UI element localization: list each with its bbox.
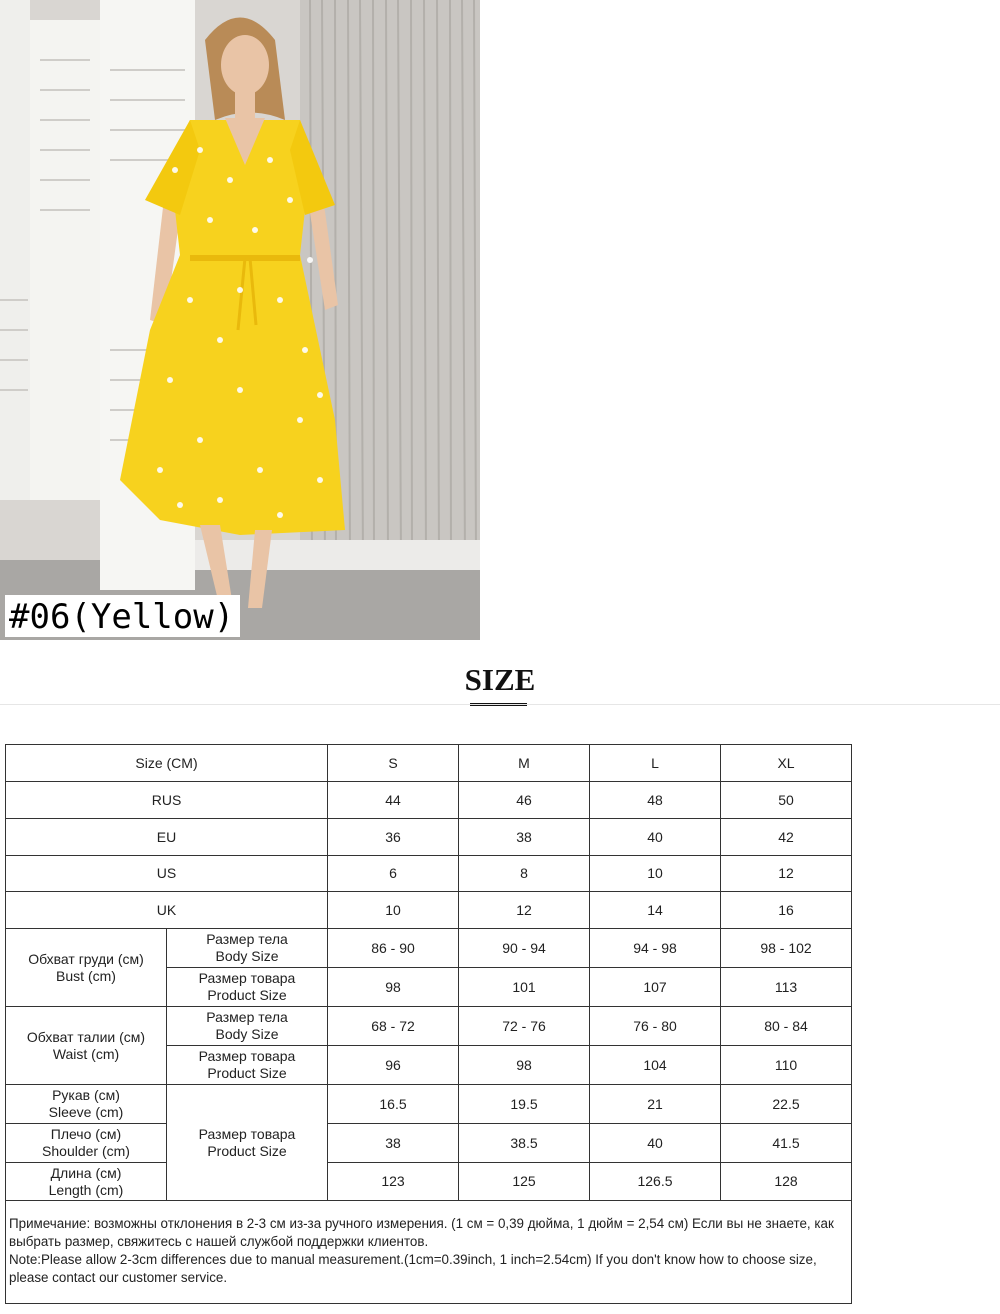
- cell-value: 128: [721, 1163, 852, 1201]
- body-size-label-ru: Размер тела: [206, 931, 288, 947]
- table-row-eu: [6, 819, 852, 856]
- sleeve-label: [6, 1085, 167, 1124]
- cell-value: 22.5: [721, 1085, 852, 1124]
- cell-value: 42: [721, 819, 852, 856]
- note-en: Note:Please allow 2-3cm differences due to manual measurement.(1cm=0.39inch, 1 inch=2.54cm) If you don't know how to choose size, please contact our customer service.: [9, 1252, 817, 1285]
- size-chart-table: [5, 744, 852, 1201]
- cell-value: 107: [590, 968, 721, 1007]
- cell-value: 46: [459, 782, 590, 819]
- cell-value: 113: [721, 968, 852, 1007]
- cell-value: 110: [721, 1046, 852, 1085]
- cell-value: 68 - 72: [328, 1007, 459, 1046]
- cell-value: 101: [459, 968, 590, 1007]
- table-header-row: [6, 745, 852, 782]
- sleeve-label-ru: Рукав (см): [52, 1087, 120, 1103]
- table-row-shoulder: [6, 1124, 852, 1163]
- table-row-waist-body: [6, 1007, 852, 1046]
- cell-value: 14: [590, 892, 721, 929]
- header-size-s: S: [328, 745, 459, 782]
- cell-value: 12: [721, 856, 852, 892]
- cell-value: 40: [590, 819, 721, 856]
- product-size-label-ru: Размер товара: [198, 1048, 296, 1064]
- table-row-us: [6, 856, 852, 892]
- cell-value: 48: [590, 782, 721, 819]
- body-size-label-en: Body Size: [215, 948, 279, 964]
- cell-value: 16: [721, 892, 852, 929]
- cell-value: 123: [328, 1163, 459, 1201]
- shoulder-label-en: Shoulder (cm): [42, 1143, 130, 1159]
- row-label: US: [6, 856, 328, 892]
- cell-value: 125: [459, 1163, 590, 1201]
- header-size-m: M: [459, 745, 590, 782]
- cell-value: 38: [459, 819, 590, 856]
- table-row-bust-body: [6, 929, 852, 968]
- product-size-label-en: Product Size: [207, 1065, 287, 1081]
- cell-value: 41.5: [721, 1124, 852, 1163]
- product-photo: [0, 0, 480, 640]
- cell-value: 40: [590, 1124, 721, 1163]
- cell-value: 36: [328, 819, 459, 856]
- cell-value: 50: [721, 782, 852, 819]
- body-size-label-en: Body Size: [215, 1026, 279, 1042]
- cell-value: 10: [328, 892, 459, 929]
- product-size-label-ru: Размер товара: [198, 970, 296, 986]
- cell-value: 98: [459, 1046, 590, 1085]
- cell-value: 104: [590, 1046, 721, 1085]
- shoulder-label: [6, 1124, 167, 1163]
- cell-value: 10: [590, 856, 721, 892]
- header-size-cm: Size (CM): [6, 745, 328, 782]
- row-label: RUS: [6, 782, 328, 819]
- waist-label-ru: Обхват талии (см): [26, 1028, 146, 1045]
- cell-value: 19.5: [459, 1085, 590, 1124]
- variant-color-label: #06(Yellow): [5, 595, 240, 637]
- cell-value: 44: [328, 782, 459, 819]
- header-size-l: L: [590, 745, 721, 782]
- bust-label-ru: Обхват груди (см): [28, 950, 144, 967]
- sleeve-label-en: Sleeve (cm): [48, 1104, 124, 1120]
- header-size-xl: XL: [721, 745, 852, 782]
- bust-label-en: Bust (cm): [56, 967, 116, 984]
- cell-value: 90 - 94: [459, 929, 590, 968]
- cell-value: 80 - 84: [721, 1007, 852, 1046]
- bust-body-size-label: [167, 929, 328, 968]
- body-size-label-ru: Размер тела: [206, 1009, 288, 1025]
- row-label: UK: [6, 892, 328, 929]
- bust-product-size-label: [167, 968, 328, 1007]
- section-divider: [0, 704, 1000, 705]
- waist-body-size-label: [167, 1007, 328, 1046]
- cell-value: 76 - 80: [590, 1007, 721, 1046]
- cell-value: 12: [459, 892, 590, 929]
- product-size-label-ru: Размер товара: [198, 1125, 296, 1142]
- length-label-en: Length (cm): [48, 1181, 124, 1198]
- cell-value: 94 - 98: [590, 929, 721, 968]
- cell-value: 6: [328, 856, 459, 892]
- table-row-sleeve: [6, 1085, 852, 1124]
- waist-product-size-label: [167, 1046, 328, 1085]
- waist-label-en: Waist (cm): [52, 1045, 120, 1062]
- table-row-rus: [6, 782, 852, 819]
- table-row-uk: [6, 892, 852, 929]
- shoulder-label-ru: Плечо (см): [50, 1126, 122, 1142]
- cell-value: 38: [328, 1124, 459, 1163]
- cell-value: 72 - 76: [459, 1007, 590, 1046]
- cell-value: 38.5: [459, 1124, 590, 1163]
- row-label: EU: [6, 819, 328, 856]
- cell-value: 86 - 90: [328, 929, 459, 968]
- cell-value: 21: [590, 1085, 721, 1124]
- length-label-ru: Длина (см): [50, 1164, 122, 1181]
- product-size-label-en: Product Size: [207, 1142, 287, 1159]
- product-photo-illustration: [0, 0, 480, 640]
- table-row-length: [6, 1163, 852, 1201]
- product-size-label-en: Product Size: [207, 987, 287, 1003]
- length-label: [6, 1163, 167, 1201]
- bust-label: [6, 929, 167, 1007]
- waist-label: [6, 1007, 167, 1085]
- cell-value: 96: [328, 1046, 459, 1085]
- garment-product-size-label: [167, 1085, 328, 1201]
- size-section-title: SIZE: [464, 662, 536, 697]
- note-ru: Примечание: возможны отклонения в 2-3 см из-за ручного измерения. (1 см = 0,39 дюйма, 1 дюйм = 2,54 см) Если вы не знаете, как выбрать размер, свяжитесь с нашей службой поддержки клиентов.: [9, 1216, 834, 1249]
- cell-value: 8: [459, 856, 590, 892]
- cell-value: 16.5: [328, 1085, 459, 1124]
- measurement-note: [5, 1199, 852, 1304]
- cell-value: 126.5: [590, 1163, 721, 1201]
- cell-value: 98 - 102: [721, 929, 852, 968]
- cell-value: 98: [328, 968, 459, 1007]
